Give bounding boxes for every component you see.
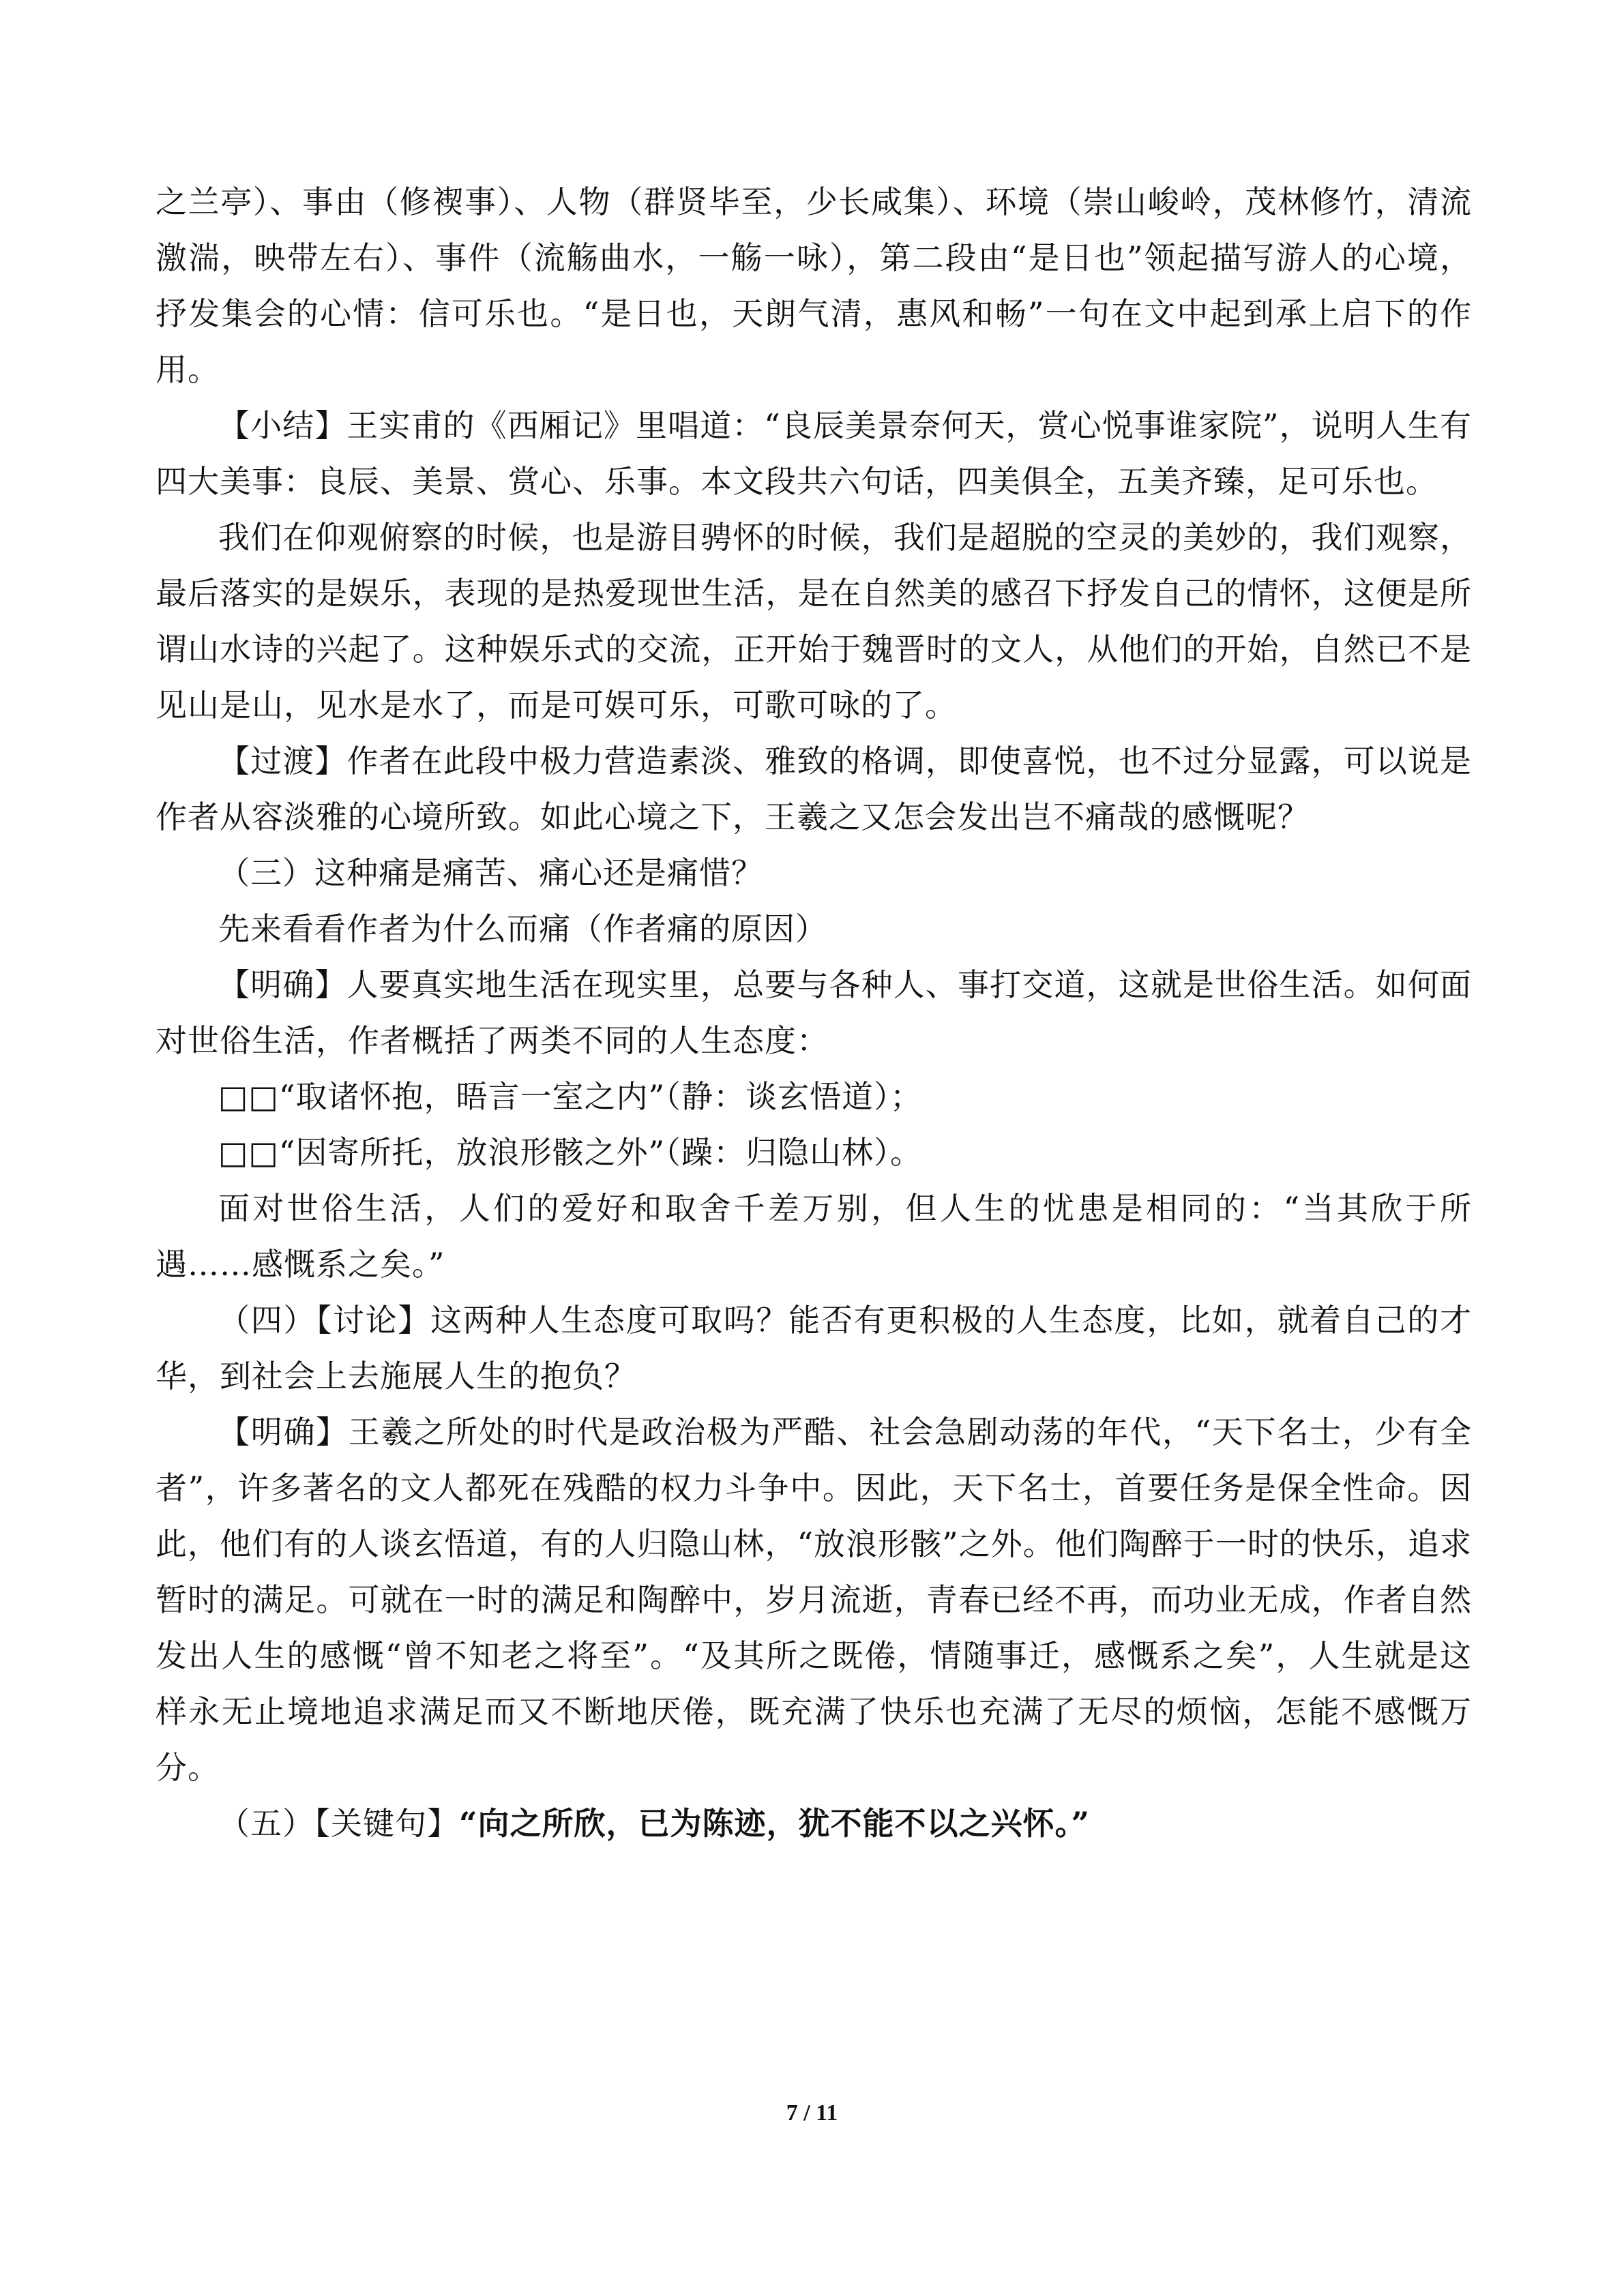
list-item-attitude-1: □□“取诸怀抱，晤言一室之内”（静：谈玄悟道）； bbox=[218, 1078, 922, 1115]
paragraph-worldly-life: 面对世俗生活，人们的爱好和取舍千差万别，但人生的忧患是相同的：“当其欣于所遇……感慨系之矣。” bbox=[156, 1190, 1472, 1283]
paragraph-summary-note: 【小结】王实甫的《西厢记》里唱道：“良辰美景奈何天，赏心悦事谁家院”，说明人生有四大美事：良辰、美景、赏心、乐事。本文段共六句话，四美俱全，五美齐臻，足可乐也。 bbox=[156, 407, 1472, 500]
section-heading-three: （三）这种痛是痛苦、痛心还是痛惜？ bbox=[218, 854, 763, 891]
section-heading-four-discussion: （四）【讨论】这两种人生态度可取吗？能否有更积极的人生态度，比如，就着自己的才华，到社会上去施展人生的抱负？ bbox=[156, 1302, 1472, 1395]
paragraph-context-summary: 之兰亭）、事由（修褉事）、人物（群贤毕至，少长咸集）、环境（崇山峻岭，茂林修竹，清流激湍，映带左右）、事件（流觞曲水，一觞一咏），第二段由“是日也”领起描写游人的心境，抒发集会的心情：信可乐也。“是日也，天朗气清，惠风和畅”一句在文中起到承上启下的作用。 bbox=[156, 183, 1472, 388]
document-body bbox=[156, 174, 1472, 1851]
paragraph-landscape-commentary: 我们在仰观俯察的时候，也是游目骋怀的时候，我们是超脱的空灵的美妙的，我们观察，最后落实的是娱乐，表现的是热爱现世生活，是在自然美的感召下抒发自己的情怀，这便是所谓山水诗的兴起了。这种娱乐式的交流，正开始于魏晋时的文人，从他们的开始，自然已不是见山是山，见水是水了，而是可娱可乐，可歌可咏的了。 bbox=[156, 519, 1472, 724]
page-number: 7 / 11 bbox=[786, 2100, 838, 2126]
key-sentence-prefix: （五）【关键句】 bbox=[218, 1805, 459, 1842]
list-item-attitude-2: □□“因寄所托，放浪形骸之外”（躁：归隐山林）。 bbox=[218, 1134, 922, 1171]
key-sentence-quote: “向之所欣，已为陈迹，犹不能不以之兴怀。” bbox=[459, 1805, 1090, 1842]
paragraph-clarification-2: 【明确】王羲之所处的时代是政治极为严酷、社会急剧动荡的年代，“天下名士，少有全者”，许多著名的文人都死在残酷的权力斗争中。因此，天下名士，首要任务是保全性命。因此，他们有的人谈玄悟道，有的人归隐山林，“放浪形骸”之外。他们陶醉于一时的快乐，追求暂时的满足。可就在一时的满足和陶醉中，岁月流逝，青春已经不再，而功业无成，作者自然发出人生的感慨“曾不知老之将至”。“及其所之既倦，情随事迁，感慨系之矣”，人生就是这样永无止境地追求满足而又不断地厌倦，既充满了快乐也充满了无尽的烦恼，怎能不感慨万分。 bbox=[156, 1414, 1472, 1786]
paragraph-clarification-1: 【明确】人要真实地生活在现实里，总要与各种人、事打交道，这就是世俗生活。如何面对世俗生活，作者概括了两类不同的人生态度： bbox=[156, 966, 1472, 1059]
paragraph-transition: 【过渡】作者在此段中极力营造素淡、雅致的格调，即使喜悦，也不过分显露，可以说是作者从容淡雅的心境所致。如此心境之下，王羲之又怎会发出岂不痛哉的感慨呢？ bbox=[156, 743, 1472, 835]
section-heading-five-key-sentence bbox=[156, 1795, 1472, 1851]
paragraph-reason-intro: 先来看看作者为什么而痛（作者痛的原因） bbox=[218, 910, 827, 947]
